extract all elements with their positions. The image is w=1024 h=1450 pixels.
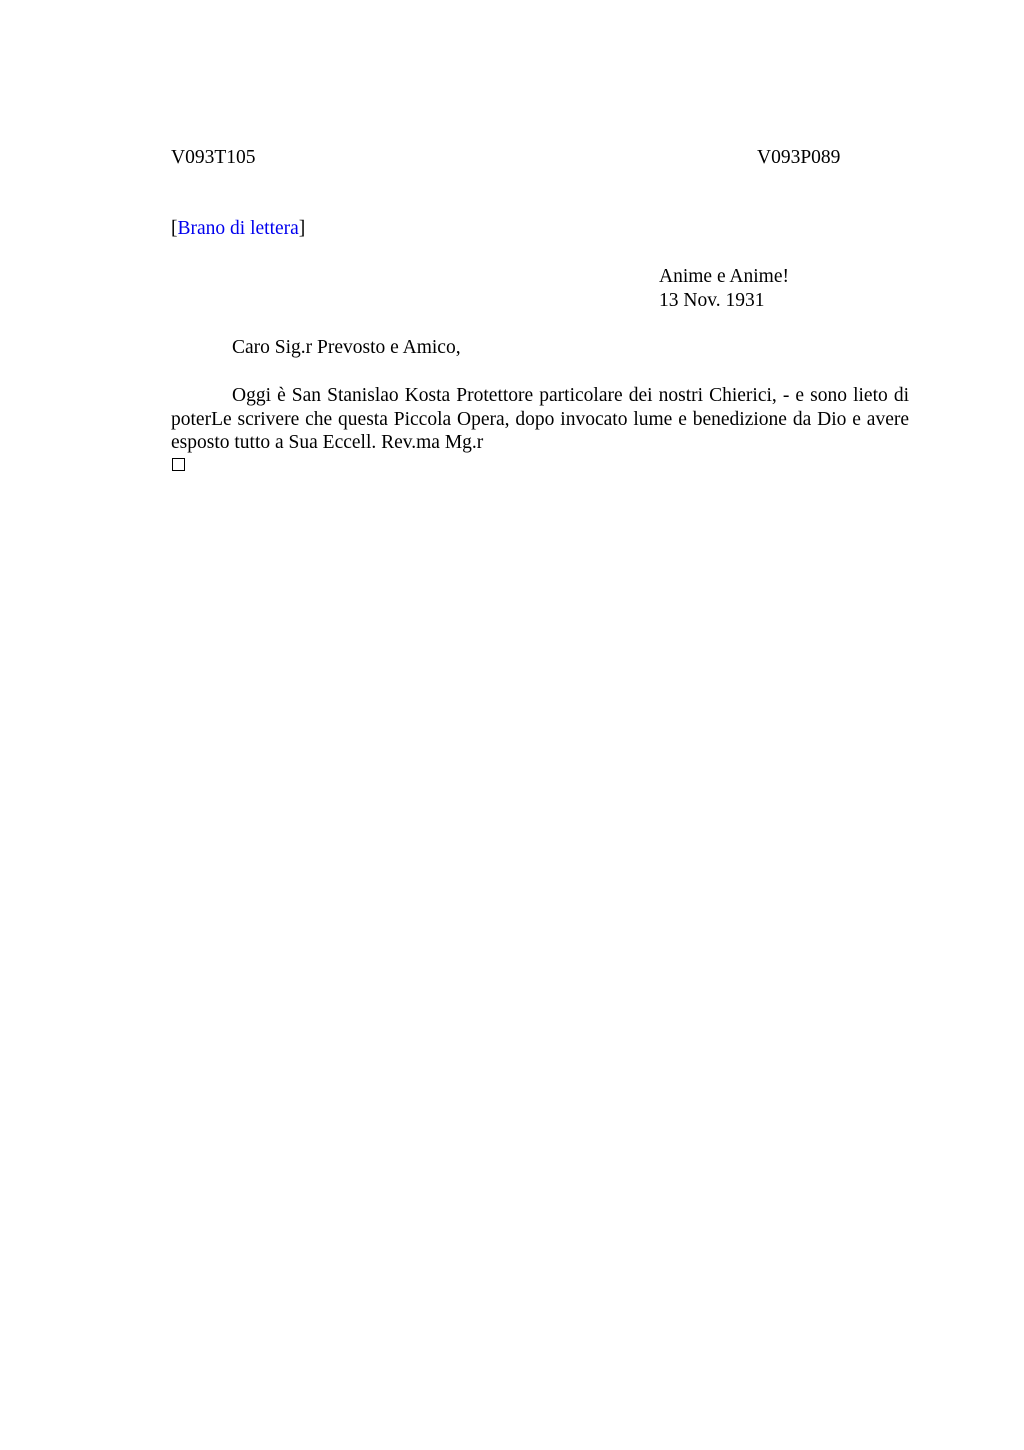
heading-link[interactable]: Brano di lettera	[177, 218, 299, 239]
letter-motto: Anime e Anime!	[659, 266, 789, 287]
document-code-right: V093P089	[757, 147, 841, 168]
empty-square-icon	[172, 458, 185, 471]
bracket-open: [	[171, 218, 178, 239]
letter-salutation: Caro Sig.r Prevosto e Amico,	[232, 337, 461, 358]
bracket-close: ]	[298, 218, 306, 239]
document-code-left: V093T105	[171, 147, 256, 168]
section-heading	[171, 217, 305, 241]
letter-body: Oggi è San Stanislao Kosta Protettore particolare dei nostri Chierici, - e sono lieto di poterLe scrivere che questa Piccola Opera, dopo invocato lume e benedizione da Dio e avere esposto tutto a Sua Eccell. Rev.ma Mg.r	[171, 385, 909, 453]
letter-date: 13 Nov. 1931	[659, 290, 765, 311]
